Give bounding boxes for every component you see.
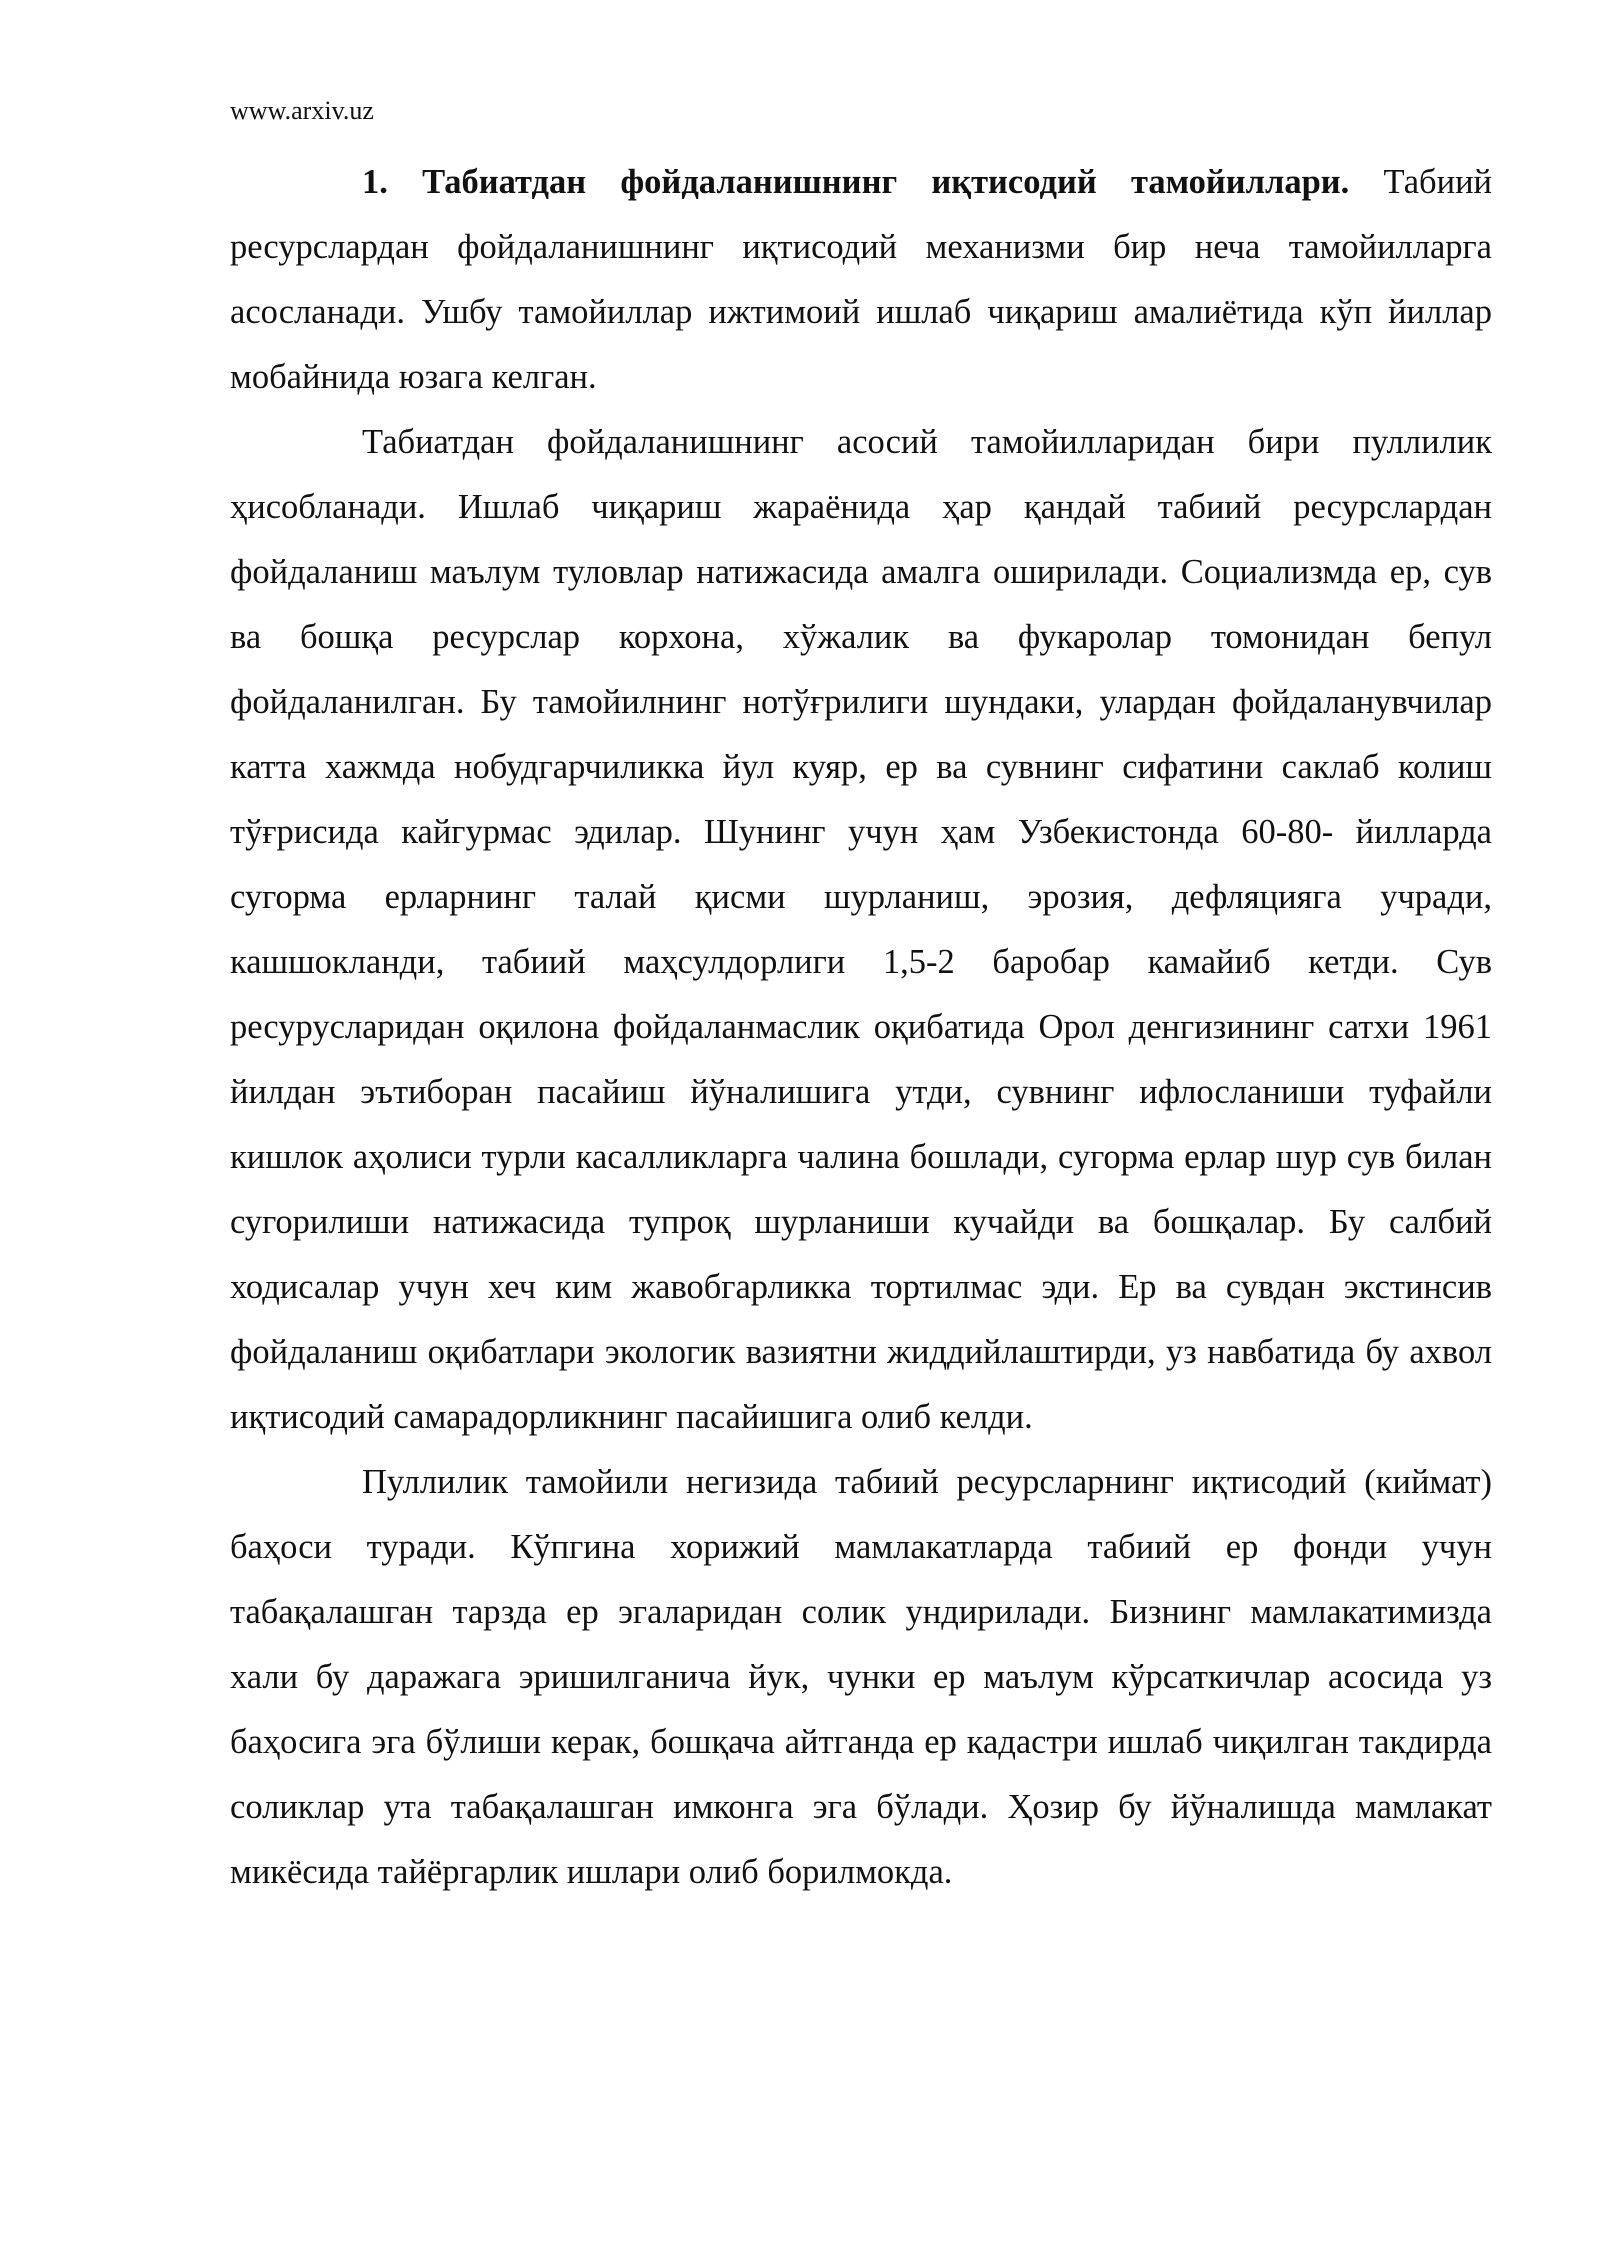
paragraph-3-text: Пуллилик тамойили негизида табиий ресурсларнинг иқтисодий (киймат) баҳоси туради. Кўпгина хорижий мамлакатларда табиий ер фонди учун табақалашган тарзда ер эгаларидан солик ундирилади. Бизнинг мамлакатимизда хали бу даражага эришилганича йук, чунки ер маълум кўрсаткичлар асосида уз баҳосига эга бўлиши керак, бошқача айтганда ер кадастри ишлаб чиқилган такдирда соликлар ута табақалашган имконга эга бўлади. Ҳозир бу йўналишда мамлакат микёсида тайёргарлик ишлари олиб борилмокда. — [230, 1463, 1492, 1891]
paragraph-1-text: Табиий ресурслардан фойдаланишнинг иқтисодий механизми бир неча тамойилларга асосланади. Ушбу тамойиллар ижтимоий ишлаб чиқариш амалиётида кўп йиллар мобайнида юзага келган. — [230, 163, 1492, 396]
paragraph-2-text: Табиатдан фойдаланишнинг асосий тамойилларидан бири пуллилик ҳисобланади. Ишлаб чиқариш жараёнида ҳар қандай табиий ресурслардан фойдаланиш маълум туловлар натижасида амалга оширилади. Социализмда ер, сув ва бошқа ресурслар корхона, хўжалик ва фукаролар томонидан бепул фойдаланилган. Бу тамойилнинг нотўғрилиги шундаки, улардан фойдаланувчилар катта хажмда нобудгарчиликка йул куяр, ер ва сувнинг сифатини саклаб колиш тўғрисида кайгурмас эдилар. Шунинг учун ҳам Узбекистонда 60-80- йилларда сугорма ерларнинг талай қисми шурланиш, эрозия, дефляцияга учради, кашшокланди, табиий маҳсулдорлиги 1,5-2 баробар камайиб кетди. Сув ресурусларидан оқилона фойдаланмаслик оқибатида Орол денгизининг сатхи 1961 йилдан эътиборан пасайиш йўналишига утди, сувнинг ифлосланиши туфайли кишлок аҳолиси турли касалликларга чалина бошлади, сугорма ерлар шур сув билан сугорилиши натижасида тупроқ шурланиши кучайди ва бошқалар. Бу салбий ходисалар учун хеч ким жавобгарликка тортилмас эди. Ер ва сувдан экстинсив фойдаланиш оқибатлари экологик вазиятни жиддийлаштирди, уз навбатида бу ахвол иқтисодий самарадорликнинг пасайишига олиб келди. — [230, 423, 1492, 1436]
paragraph-2 — [230, 410, 1492, 1450]
paragraph-1 — [230, 150, 1492, 410]
paragraph-3 — [230, 1450, 1492, 1905]
site-url-header: www.arxiv.uz — [230, 96, 374, 125]
body-text — [230, 150, 1492, 1905]
section-heading: 1. Табиатдан фойдаланишнинг иқтисодий тамойиллари. — [362, 163, 1350, 201]
